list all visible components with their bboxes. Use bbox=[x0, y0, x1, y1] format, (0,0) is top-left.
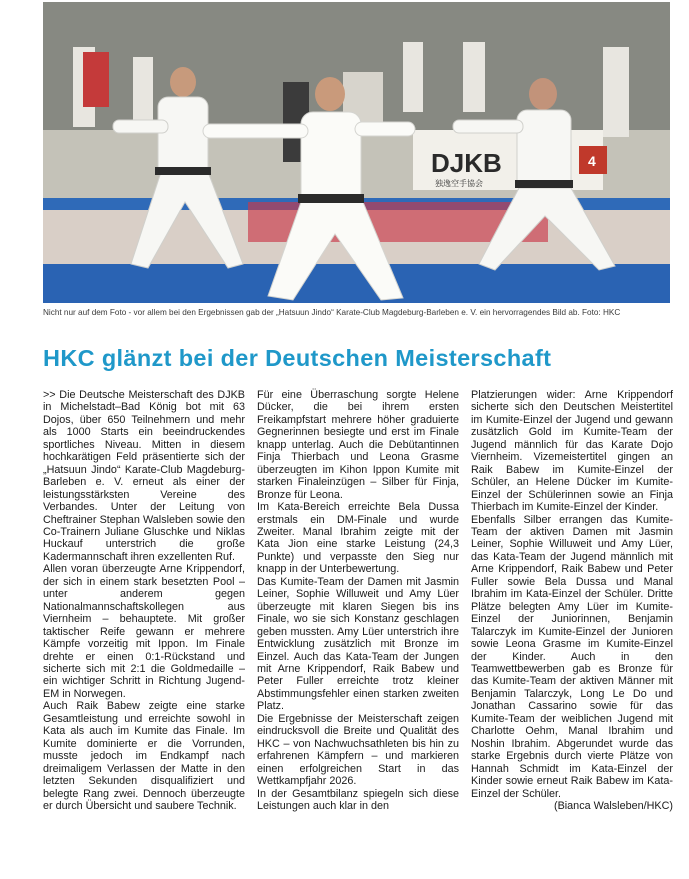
article-body bbox=[43, 389, 673, 869]
article-column-2 bbox=[257, 389, 459, 869]
paragraph: >> Die Deutsche Meisterschaft des DJKB in Michelstadt–Bad König bot mit 63 Dojos, über 650 Teilnehmern und mehr als 1000 Starts ein beeindruckendes sportliches Niveau. Mitten in diesem hochkarätigen Feld präsentierte sich der „Hatsuun Jindo“ Karate-Club Magdeburg-Barleben e. V. erneut als einer der leistungsstärksten Vereine des Verbandes. Unter der Leitung von Cheftrainer Stephan Walsleben sowie den Co-Trainern Juliane Gluschke und Niklas Huckauf unterstrich die große Kadermannschaft ihren exzellenten Ruf. bbox=[43, 389, 245, 563]
author-credit: (Bianca Walsleben/HKC) bbox=[553, 799, 673, 812]
article-column-3 bbox=[471, 389, 673, 869]
article-headline: HKC glänzt bei der Deutschen Meisterschaft bbox=[43, 345, 552, 371]
paragraph: Auch Raik Babew zeigte eine starke Gesamtleistung und erreichte sowohl in Kata als auch im Kumite das Finale. Im Kumite dominierte er die Vorrunden, musste jedoch im Endkampf nach dreimaligem Verlassen der Matte in den letzten Sekunden disqualifiziert und belegte Rang zwei. Dennoch überzeugte er durch Übersicht und saubere Technik. bbox=[43, 700, 245, 812]
paragraph: Platzierungen wider: Arne Krippendorf sicherte sich den Deutschen Meistertitel im Kumite-Einzel der Jugend und gewann zusätzlich Gold im Kumite-Team der Jugend männlich für das Karate Dojo Viernheim. Vizemeistertitel gingen an Raik Babew im Kumite-Einzel der Schüler, an Helene Dücker im Kumite-Einzel der Schülerinnen sowie an Finja Thierbach im Kumite-Einzel der Kinder. bbox=[471, 389, 673, 514]
banner-number: 4 bbox=[588, 153, 596, 169]
article-photo bbox=[43, 2, 670, 303]
photo-caption: Nicht nur auf dem Foto - vor allem bei den Ergebnissen gab der „Hatsuun Jindo“ Karate-Club Magdeburg-Barleben e. V. ein hervorragendes Bild ab. Foto: HKC bbox=[43, 308, 621, 317]
paragraph: Die Ergebnisse der Meisterschaft zeigen eindrucksvoll die Breite und Qualität des HKC – von Nachwuchsathleten bis hin zu erfahrenen Kämpfern – und markieren einen erfolgreichen Start in das Wettkampfjahr 2026. bbox=[257, 712, 459, 788]
paragraph: Ebenfalls Silber errangen das Kumite-Team der aktiven Damen mit Jasmin Leiner, Sophie Willuweit und Amy Lüer, das Kata-Team der Jugend männlich mit Arne Krippendorf, Raik Babew und Peter Fuller sowie Bela Dussa und Manal Ibrahim im Kata-Einzel der Schüler. Dritte Plätze belegten Amy Lüer im Kumite-Einzel der Juniorinnen, Benjamin Talarczyk im Kumite-Einzel der Junioren sowie Leona Grasme im Kumite-Einzel der Kinder. Auch in den Teamwettbewerben gab es Bronze für das Kumite-Team der aktiven Männer mit Benjamin Talarczyk, Long Le Do und Jonathan Cassarino sowie für das Kumite-Team der weiblichen Jugend mit Charlotte Oehm, Manal Ibrahim und Noshin Ibrahim. Abgerundet wurde das starke Ergebnis durch vierte Plätze von Hannah Schmidt im Kata-Einzel der Kinder sowie erneut Raik Babew im Kata-Einzel der Schüler. bbox=[471, 513, 673, 800]
banner-subtext: 独逸空手協会 bbox=[435, 179, 483, 188]
paragraph: Im Kata-Bereich erreichte Bela Dussa erstmals ein DM-Finale und wurde Zweiter. Manal Ibrahim zeigte mit der Kata Jion eine starke Leistung (24,3 Punkte) und verpasste den Sieg nur knapp in der Unterbewertung. bbox=[257, 501, 459, 576]
banner-text: DJKB bbox=[431, 148, 502, 178]
karate-kata-photo bbox=[43, 2, 670, 303]
paragraph: Für eine Überraschung sorgte Helene Dücker, die bei ihrem ersten Freikampfstart mehrere höher graduierte Gegnerinnen besiegte und erst im Finale knapp unterlag. Auch die Debütantinnen Finja Thierbach und Leona Grasme überzeugten im Kihon Ippon Kumite mit starken Finaleinzügen – Silber für Finja, Bronze für Leona. bbox=[257, 389, 459, 501]
paragraph: In der Gesamtbilanz spiegeln sich diese Leistungen auch klar in den bbox=[257, 787, 459, 812]
article-column-1 bbox=[43, 389, 245, 869]
paragraph: Das Kumite-Team der Damen mit Jasmin Leiner, Sophie Willuweit und Amy Lüer überzeugte mit klaren Siegen bis ins Finale, wo sie sich Konstanz geschlagen geben mussten. Amy Lüer unterstrich ihre Entwicklung zusätzlich mit Bronze im Einzel. Auch das Kata-Team der Jungen mit Arne Krippendorf, Raik Babew und Peter Fuller erreichte trotz kleiner Abstimmungsfehler einen starken zweiten Platz. bbox=[257, 575, 459, 713]
paragraph: Allen voran überzeugte Arne Krippendorf, der sich in einem stark besetzten Pool – unter anderem gegen Nationalmannschaftskollegen aus Viernheim – behauptete. Mit großer taktischer Reife gewann er mehrere Kämpfe vorzeitig mit Ippon. Im Finale drehte er einen 0:1-Rückstand und sicherte sich mit 2:1 die Goldmedaille – ein wichtiger Schritt in Richtung Jugend-EM in Norwegen. bbox=[43, 563, 245, 700]
